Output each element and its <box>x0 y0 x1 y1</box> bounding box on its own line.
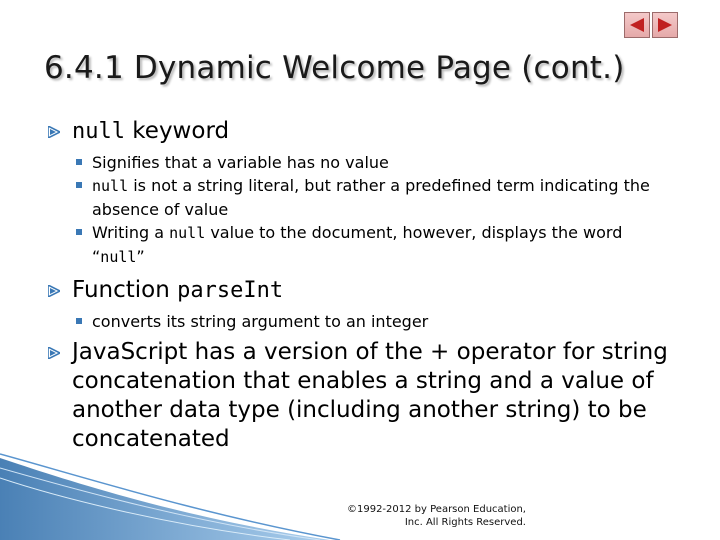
square-bullet-icon <box>76 159 82 165</box>
bullet-text: keyword <box>124 118 230 144</box>
copyright-footer <box>318 503 526 529</box>
arrow-bullet-icon <box>48 285 60 297</box>
footer-line: Inc. All Rights Reserved. <box>404 517 526 528</box>
square-bullet-icon <box>76 229 82 235</box>
code-null: null <box>169 224 206 242</box>
triangle-left-icon <box>628 16 646 34</box>
code-null: null <box>100 248 137 266</box>
sub-bullet <box>48 174 678 221</box>
slide-navigation <box>624 12 678 38</box>
sub-bullet-text: is not a string literal, but rather a predefined term indicating the absence of value <box>92 176 650 219</box>
arrow-bullet-icon <box>48 126 60 138</box>
code-parseint: parseInt <box>177 278 284 303</box>
next-slide-button[interactable] <box>652 12 678 38</box>
code-null: null <box>72 119 125 144</box>
sub-bullet-text: Signifies that a variable has no value <box>92 153 389 172</box>
square-bullet-icon <box>76 182 82 188</box>
bullet-text: JavaScript has a version of the + operator for string concatenation that enables a string and a value of another data type (including another string) to be concatenated <box>72 339 668 452</box>
footer-line: ©1992-2012 by Pearson Education, <box>346 504 526 515</box>
triangle-right-icon <box>656 16 674 34</box>
square-bullet-icon <box>76 318 82 324</box>
sub-bullet-text: Writing a <box>92 223 170 242</box>
previous-slide-button[interactable] <box>624 12 650 38</box>
arrow-bullet-icon <box>48 347 60 359</box>
bullet-function-parseint <box>48 276 678 305</box>
sub-bullet <box>48 310 678 333</box>
bullet-text: Function <box>72 277 178 303</box>
sub-bullet-text: ” <box>136 247 145 266</box>
sub-bullet-text: converts its string argument to an integer <box>92 312 429 331</box>
slide-content <box>48 117 678 454</box>
sub-bullet <box>48 221 678 269</box>
code-null: null <box>92 177 129 195</box>
slide-title: 6.4.1 Dynamic Welcome Page (cont.) <box>44 50 625 86</box>
sub-bullet <box>48 151 678 174</box>
bullet-concatenation <box>48 338 678 454</box>
bullet-null-keyword <box>48 117 678 146</box>
sub-bullet-text: value to the document, however, displays the word “ <box>92 223 623 266</box>
